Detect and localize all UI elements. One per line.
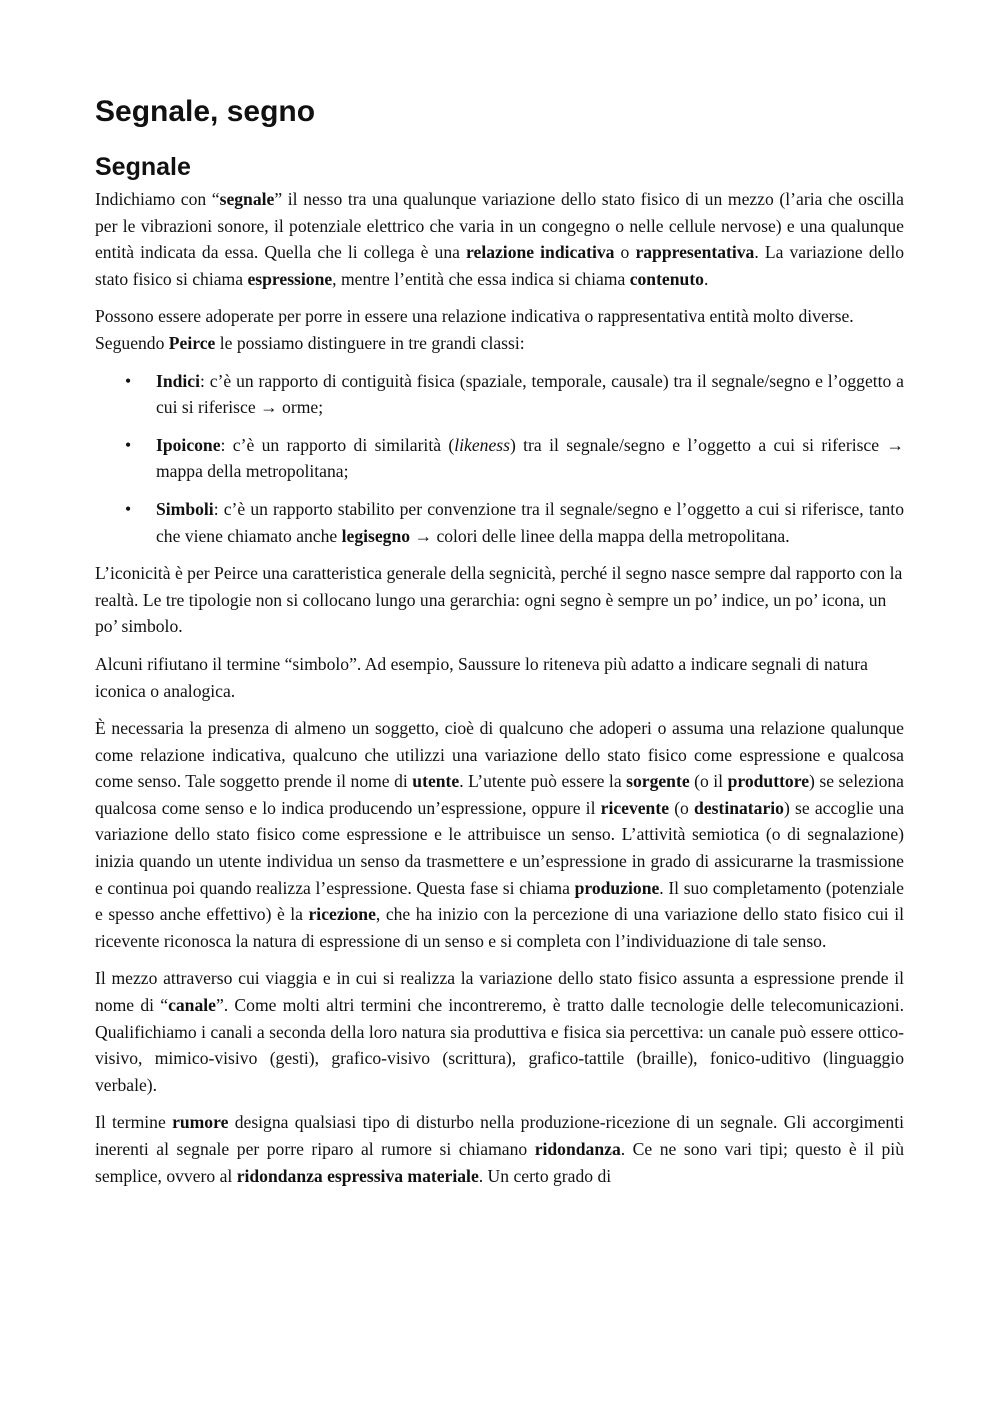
term-rumore: rumore — [172, 1112, 229, 1133]
text-run: Possono essere adoperate per porre in essere una relazione indicativa o rappresentativa entità molto diverse. Seguendo — [95, 306, 854, 353]
text-run: . La variazione dello stato fisico si chiama — [95, 242, 905, 289]
text-run: ) se accoglie una variazione dello stato fisico come espressione e le attribuisce un senso. L’attività semiotica (o di segnalazione) inizia quando un utente individua un senso da trasmettere e un’espressione in grado di assicurarne la trasmissione e continua poi quando realizza l’espressione. Questa fase si chiama — [95, 797, 905, 898]
document-page — [95, 92, 904, 1200]
sign-classes-list — [95, 368, 904, 550]
paragraph-iconicita: L’iconicità è per Peirce una caratteristica generale della segnicità, perché il segno nasce sempre dal rapporto con la realtà. Le tre tipologie non si collocano lungo una gerarchia: ogni segno è sempre un po’ indice, un po’ icona, un po’ simbolo. — [95, 563, 903, 637]
term-ridondanza: ridondanza — [534, 1139, 621, 1159]
text-run: designa qualsiasi tipo di disturbo nella produzione-ricezione di un segnale. Gli accorgimenti inerenti al segnale per porre riparo al rumore si chiamano — [95, 1112, 904, 1159]
text-run: : c’è un rapporto stabilito per convenzione tra il segnale/segno e l’oggetto a cui si riferisce, tanto che viene chiamato anche — [156, 498, 904, 546]
term-produzione: produzione — [574, 877, 660, 898]
term-canale: canale — [168, 995, 216, 1016]
term-utente: utente — [412, 771, 460, 792]
paragraph-utente — [95, 715, 904, 954]
text-run: ) se seleziona qualcosa come senso e lo indica producendo un’espressione, oppure il — [95, 771, 904, 818]
list-item-indici — [125, 368, 904, 421]
text-run: . Un certo grado di — [478, 1165, 612, 1186]
text-run: . L’utente può essere la — [459, 771, 627, 792]
text-run: ” il nesso tra una qualunque variazione dello stato fisico di un mezzo (l’aria che oscilla per le vibrazioni sonore, il potenziale elettrico che varia in un congegno o nelle cellule nervose) e una qualunque entità indicata da essa. Quella che li collega è una — [95, 189, 904, 263]
term-ricevente: ricevente — [600, 797, 670, 818]
term-ricezione: ricezione — [308, 904, 376, 925]
term-produttore: produttore — [727, 771, 810, 792]
bullet-icon: • — [125, 370, 132, 391]
text-run: le possiamo distinguere in tre grandi classi: — [215, 332, 525, 353]
paragraph-simbolo: Alcuni rifiutano il termine “simbolo”. Ad esempio, Saussure lo riteneva più adatto a indicare segnali di natura iconica o analogica. — [95, 653, 868, 701]
text-run: (o — [669, 797, 695, 818]
term-indici: Indici — [156, 370, 201, 391]
term-simboli: Simboli — [156, 498, 214, 519]
paragraph-rumore — [95, 1109, 904, 1189]
term-sorgente: sorgente — [626, 771, 690, 792]
text-run: ) tra il segnale/segno e l’oggetto a cui si riferisce → mappa della metropolitana; — [156, 434, 905, 482]
text-run: . — [703, 268, 709, 289]
text-run: , mentre l’entità che essa indica si chiama — [332, 268, 630, 289]
text-run: . Ce ne sono vari tipi; questo è il più semplice, ovvero al — [95, 1139, 904, 1186]
term-relazione-indicativa: relazione indicativa — [466, 242, 615, 263]
text-run: Il termine — [95, 1112, 173, 1133]
term-rappresentativa: rappresentativa — [635, 242, 755, 263]
term-likeness: likeness — [454, 434, 510, 455]
text-run: , che ha inizio con la percezione di una variazione dello stato fisico cui il ricevente riconosca la natura di espressione di un senso e si completa con l’individuazione di tale senso. — [95, 904, 904, 951]
list-item-ipoicone — [125, 432, 905, 485]
text-run: → colori delle linee della mappa della metropolitana. — [410, 525, 790, 546]
paragraph-canale — [95, 965, 904, 1098]
term-contenuto: contenuto — [629, 268, 704, 289]
text-run: Indichiamo con “ — [95, 189, 220, 209]
section-heading: Segnale — [95, 153, 191, 181]
term-espressione: espressione — [247, 268, 333, 289]
text-run: (o il — [689, 771, 728, 792]
term-segnale: segnale — [219, 189, 275, 209]
list-item-simboli — [125, 496, 904, 549]
text-run: . Il suo completamento (potenziale e spesso anche effettivo) è la — [95, 877, 904, 925]
term-destinatario: destinatario — [694, 797, 784, 818]
text-run: o — [614, 242, 636, 263]
term-legisegno: legisegno — [341, 525, 411, 546]
text-run: ”. Come molti altri termini che incontreremo, è tratto dalle tecnologie delle telecomunicazioni. Qualifichiamo i canali a seconda della loro natura sia produttiva e fisica sia percettiva: un canale può essere ottico-visivo, mimico-visivo (gesti), grafico-visivo (scrittura), grafico-tattile (braille), fonico-uditivo (linguaggio verbale). — [95, 995, 904, 1095]
text-run: : c’è un rapporto di contiguità fisica (spaziale, temporale, causale) tra il segnale/segno e l’oggetto a cui si riferisce → orme; — [156, 370, 904, 418]
paragraph-peirce-classes — [95, 303, 904, 356]
paragraph-segnale-definition — [95, 186, 904, 292]
bullet-icon: • — [125, 434, 132, 455]
document-title: Segnale, segno — [95, 95, 316, 128]
text-run: È necessaria la presenza di almeno un soggetto, cioè di qualcuno che adoperi o assuma una relazione qualunque come relazione indicativa, qualcuno che utilizzi una variazione dello stato fisico come espressione e qualcosa come senso. Tale soggetto prende il nome di — [95, 718, 904, 792]
term-peirce: Peirce — [168, 332, 216, 353]
term-ridondanza-espressiva-materiale: ridondanza espressiva materiale — [236, 1165, 479, 1186]
term-ipoicone: Ipoicone — [156, 434, 221, 455]
bullet-icon: • — [125, 498, 132, 519]
text-run: Il mezzo attraverso cui viaggia e in cui si realizza la variazione dello stato fisico assunta a espressione prende il nome di “ — [95, 968, 904, 1016]
text-run: : c’è un rapporto di similarità ( — [220, 434, 455, 455]
